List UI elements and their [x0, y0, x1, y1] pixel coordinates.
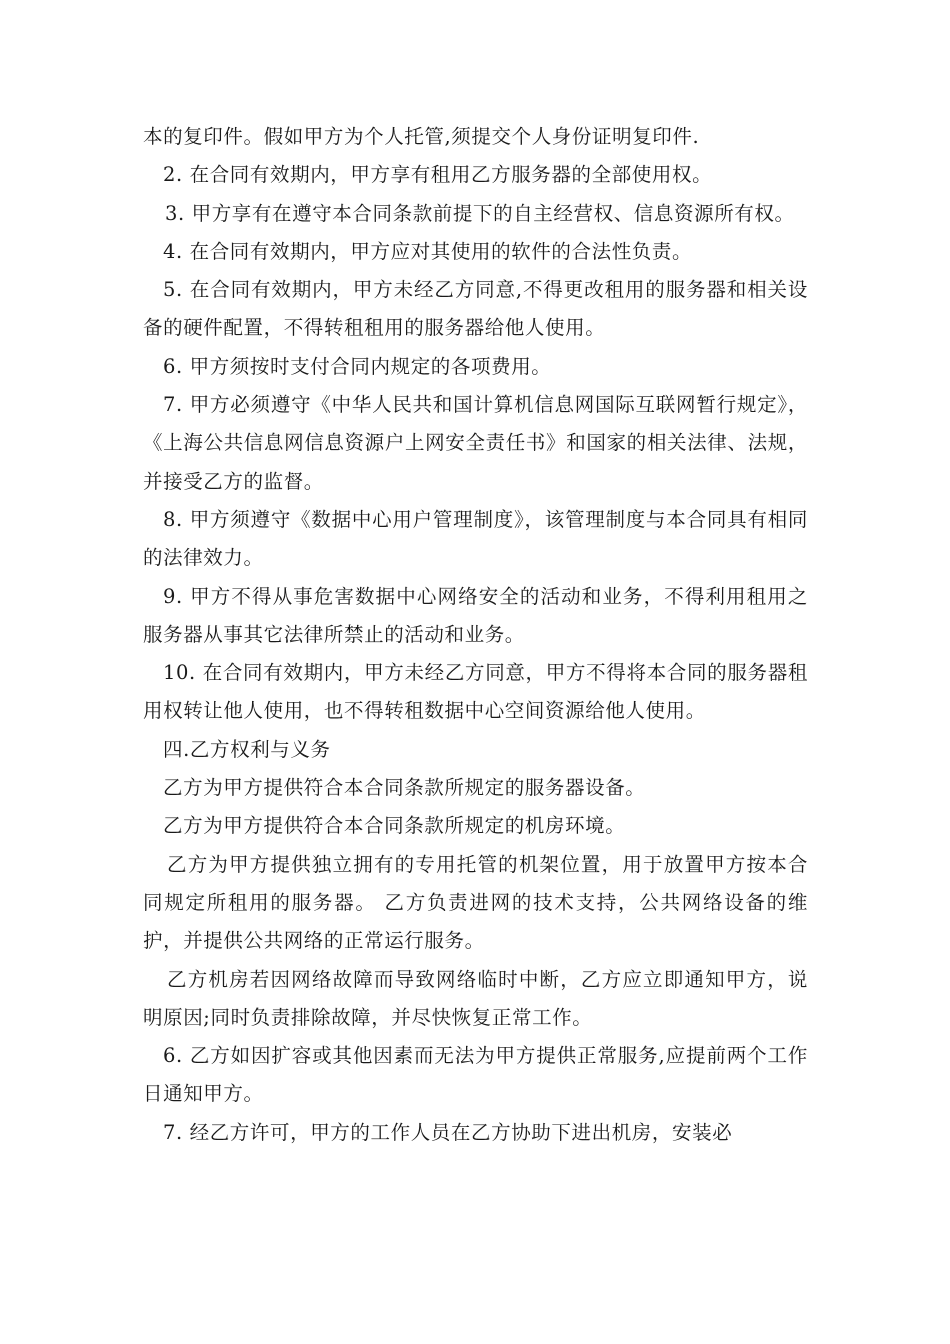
paragraph-party-b-4: 乙方机房若因网络故障而导致网络临时中断，乙方应立即通知甲方，说明原因;同时负责排除故障，并尽快恢复正常工作。 — [143, 967, 808, 1029]
paragraph-item-3: 3. 甲方享有在遵守本合同条款前提下的自主经营权、信息资源所有权。 — [165, 201, 795, 225]
paragraph-continuation: 本的复印件。假如甲方为个人托管,须提交个人身份证明复印件. — [143, 125, 700, 148]
paragraph-item-5: 5. 在合同有效期内，甲方未经乙方同意,不得更改租用的服务器和相关设备的硬件配置，不得转租租用的服务器给他人使用。 — [143, 278, 808, 340]
paragraph-item-7: 7. 甲方必须遵守《中华人民共和国计算机信息网国际互联网暂行规定》，《上海公共信息网信息资源户上网安全责任书》和国家的相关法律、法规，并接受乙方的监督。 — [143, 393, 808, 493]
section-heading: 四.乙方权利与义务 — [163, 737, 331, 761]
paragraph-item-4: 4. 在合同有效期内，甲方应对其使用的软件的合法性负责。 — [163, 239, 693, 263]
document-body — [143, 118, 808, 1152]
paragraph-item-6: 6. 甲方须按时支付合同内规定的各项费用。 — [163, 354, 552, 378]
paragraph-party-b-1: 乙方为甲方提供符合本合同条款所规定的服务器设备。 — [163, 776, 646, 800]
paragraph-item-2: 2. 在合同有效期内，甲方享有租用乙方服务器的全部使用权。 — [163, 163, 713, 187]
paragraph-item-9: 9. 甲方不得从事危害数据中心网络安全的活动和业务，不得利用租用之服务器从事其它法律所禁止的活动和业务。 — [143, 584, 808, 646]
paragraph-party-b-6: 6. 乙方如因扩容或其他因素而无法为甲方提供正常服务,应提前两个工作日通知甲方。 — [143, 1044, 808, 1106]
paragraph-item-8: 8. 甲方须遵守《数据中心用户管理制度》，该管理制度与本合同具有相同的法律效力。 — [143, 507, 808, 570]
paragraph-item-10: 10. 在合同有效期内，甲方未经乙方同意，甲方不得将本合同的服务器租用权转让他人使用，也不得转租数据中心空间资源给他人使用。 — [143, 661, 808, 723]
paragraph-party-b-2: 乙方为甲方提供符合本合同条款所规定的机房环境。 — [163, 814, 626, 838]
paragraph-party-b-7: 7. 经乙方许可，甲方的工作人员在乙方协助下进出机房，安装必 — [163, 1120, 733, 1144]
paragraph-party-b-3: 乙方为甲方提供独立拥有的专用托管的机架位置，用于放置甲方按本合同规定所租用的服务器。 乙方负责进网的技术支持，公共网络设备的维护，并提供公共网络的正常运行服务。 — [143, 852, 808, 953]
